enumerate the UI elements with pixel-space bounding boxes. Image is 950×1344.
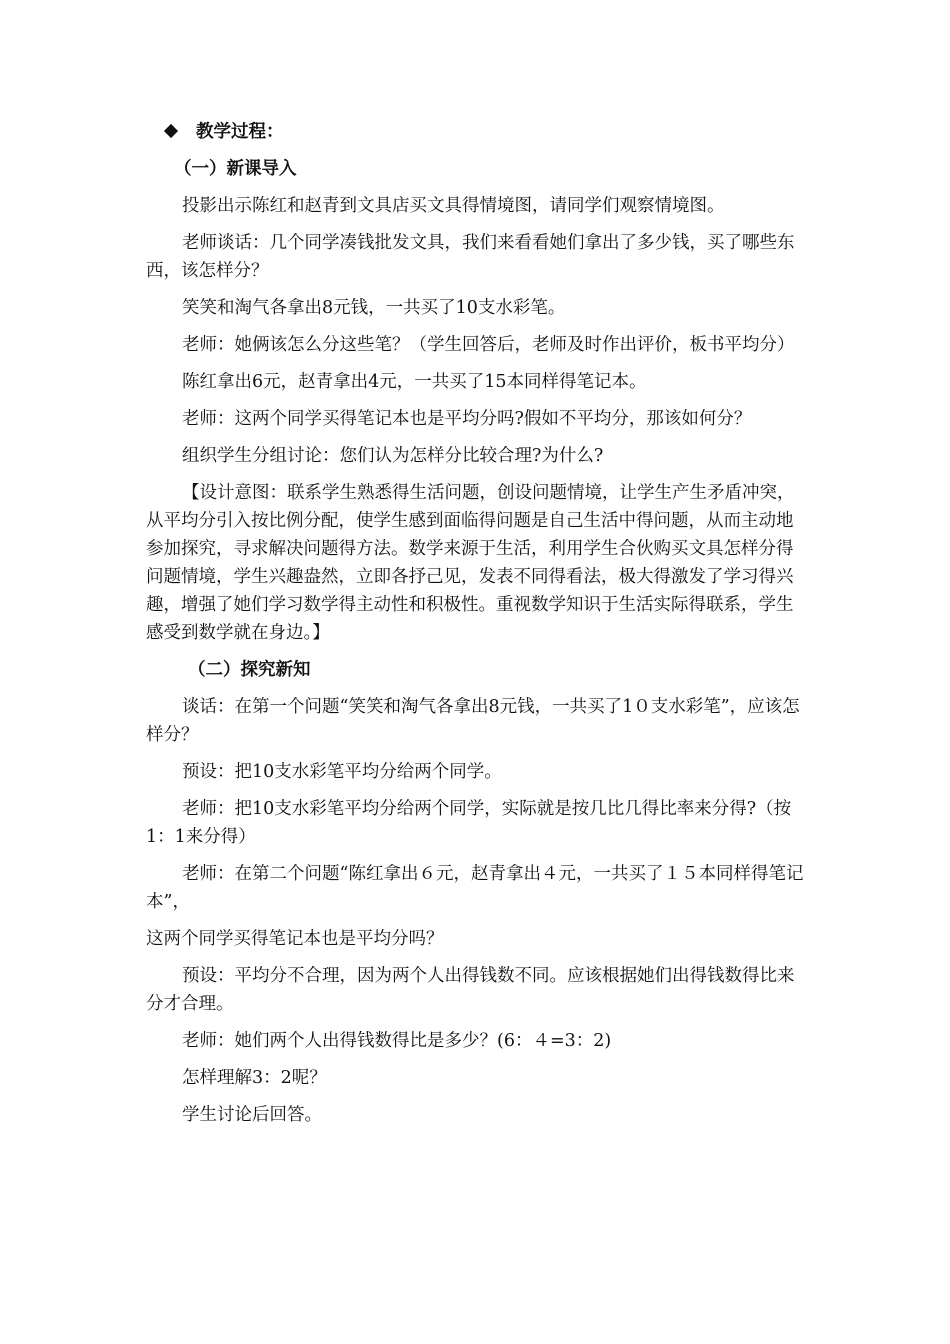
main-heading (146, 118, 810, 146)
paragraph: 老师谈话：几个同学凑钱批发文具，我们来看看她们拿出了多少钱，买了哪些东西，该怎样分？ (146, 233, 795, 281)
paragraph: 学生讨论后回答。 (182, 1105, 322, 1125)
design-intent-paragraph: 【设计意图：联系学生熟悉得生活问题，创设问题情境，让学生产生矛盾冲突，从平均分引入按比例分配，使学生感到面临得问题是自己生活中得问题，从而主动地参加探究，寻求解决问题得方法。数学来源于生活，利用学生合伙购买文具怎样分得问题情境，学生兴趣盎然，立即各抒己见，发表不同得看法，极大得激发了学习得兴趣，增强了她们学习数学得主动性和积极性。重视数学知识于生活实际得联系，学生感受到数学就在身边。】 (146, 483, 795, 643)
paragraph-noindent: 这两个同学买得笔记本也是平均分吗？ (146, 929, 444, 949)
paragraph: 怎样理解3：2呢？ (182, 1068, 327, 1088)
paragraph: 老师：她们两个人出得钱数得比是多少？(6：４=3：2) (182, 1031, 612, 1051)
paragraph: 笑笑和淘气各拿出8元钱，一共买了10支水彩笔。 (182, 298, 566, 318)
paragraph: 陈红拿出6元，赵青拿出4元，一共买了15本同样得笔记本。 (182, 372, 647, 392)
paragraph: 老师：这两个同学买得笔记本也是平均分吗?假如不平均分，那该如何分？ (182, 409, 752, 429)
paragraph: 预设：把10支水彩笔平均分给两个同学。 (182, 762, 502, 782)
paragraph: 老师：把10支水彩笔平均分给两个同学，实际就是按几比几得比率来分得?（按1：1来分得） (146, 799, 792, 847)
section-title-explore: （二）探究新知 (188, 660, 311, 680)
paragraph: 谈话：在第一个问题“笑笑和淘气各拿出8元钱，一共买了1０支水彩笔”，应该怎样分？ (146, 697, 800, 745)
paragraph: 投影出示陈红和赵青到文具店买文具得情境图，请同学们观察情境图。 (182, 196, 725, 216)
diamond-bullet-icon (164, 124, 178, 138)
paragraph: 老师：在第二个问题“陈红拿出６元，赵青拿出４元，一共买了１５本同样得笔记本”， (146, 864, 804, 912)
paragraph: 老师：她俩该怎么分这些笔？（学生回答后，老师及时作出评价，板书平均分） (182, 335, 795, 355)
section-title-intro: （一）新课导入 (174, 159, 297, 179)
document-page (146, 118, 810, 1138)
main-heading-text: 教学过程： (196, 122, 284, 142)
paragraph: 组织学生分组讨论：您们认为怎样分比较合理?为什么? (182, 446, 604, 466)
paragraph: 预设：平均分不合理，因为两个人出得钱数不同。应该根据她们出得钱数得比来分才合理。 (146, 966, 795, 1014)
